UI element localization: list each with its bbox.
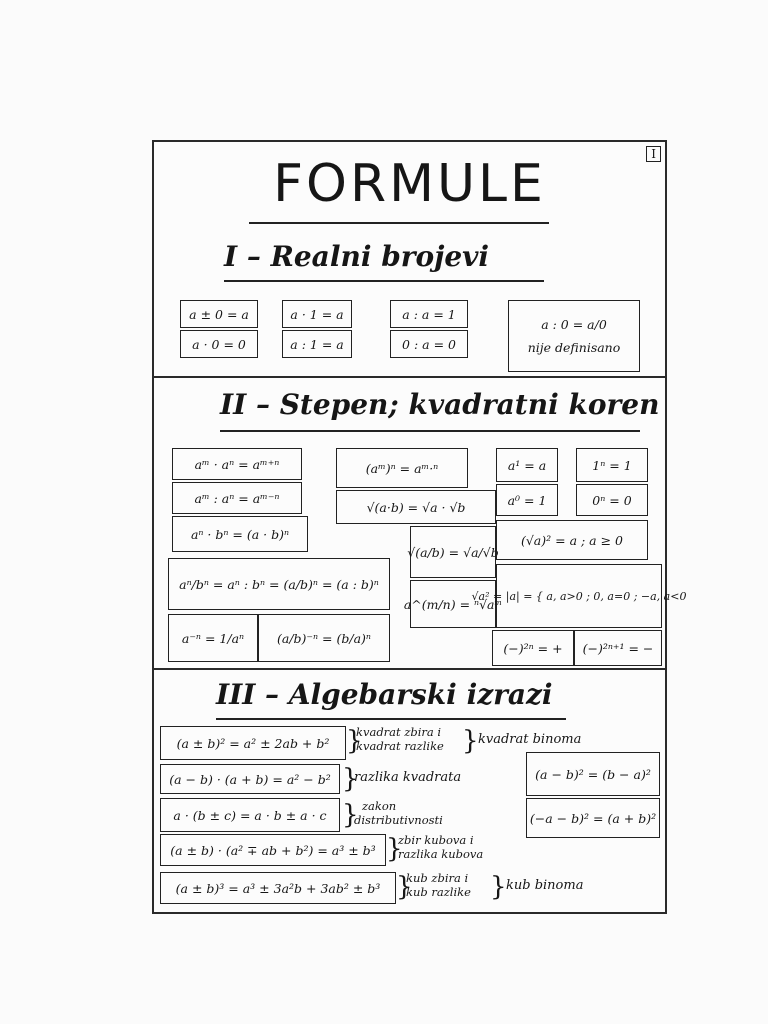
note-text: zbir kubova i [398, 833, 474, 847]
formula-box: (a ± b) · (a² ∓ ab + b²) = a³ ± b³ [160, 834, 386, 866]
section-1-heading: I – Realni brojevi [224, 240, 490, 273]
formula-box: a⁻ⁿ = 1/aⁿ [168, 614, 258, 662]
formula-box: (a − b)² = (b − a)² [526, 752, 660, 796]
formula-box: a · (b ± c) = a · b ± a · c [160, 798, 340, 832]
note-text: distributivnosti [354, 813, 443, 827]
formula-box: a · 1 = a [282, 300, 352, 328]
section-3-underline [216, 718, 566, 720]
formula-box: √a² = |a| = { a, a>0 ; 0, a=0 ; −a, a<0 [496, 564, 662, 628]
section-divider [154, 668, 665, 670]
page-number: I [646, 146, 661, 162]
division-by-zero-box [508, 300, 640, 372]
note-text: kvadrat zbira i [356, 725, 442, 739]
formula-text: a : 0 = a/0 [541, 317, 607, 332]
brace-icon: } [342, 764, 359, 794]
formula-box: √(a/b) = √a/√b [410, 526, 496, 578]
note-text: kub binoma [506, 878, 584, 893]
title-underline [249, 222, 549, 224]
formula-box: a : a = 1 [390, 300, 468, 328]
note-text: razlika kvadrata [354, 770, 462, 785]
formula-box: a : 1 = a [282, 330, 352, 358]
formula-box: (a ± b)³ = a³ ± 3a²b + 3ab² ± b³ [160, 872, 396, 904]
formula-box: √(a·b) = √a · √b [336, 490, 496, 524]
formula-box: a⁰ = 1 [496, 484, 558, 516]
brace-icon: } [490, 872, 507, 902]
section-1-underline [224, 280, 544, 282]
formula-box: aⁿ/bⁿ = aⁿ : bⁿ = (a/b)ⁿ = (a : b)ⁿ [168, 558, 390, 610]
formula-box: (a ± b)² = a² ± 2ab + b² [160, 726, 346, 760]
note-text: kub razlike [406, 885, 471, 899]
section-2-heading: II – Stepen; kvadratni koren [220, 388, 660, 421]
section-2-underline [220, 430, 640, 432]
formula-box: (a − b) · (a + b) = a² − b² [160, 764, 340, 794]
formula-box: (aᵐ)ⁿ = aᵐ·ⁿ [336, 448, 468, 488]
section-divider [154, 376, 665, 378]
formula-box: 0ⁿ = 0 [576, 484, 648, 516]
brace-icon: } [342, 800, 359, 830]
formula-box: a ± 0 = a [180, 300, 258, 328]
note-text: kvadrat razlike [356, 739, 444, 753]
brace-icon: } [386, 834, 403, 864]
formula-box: (−a − b)² = (a + b)² [526, 798, 660, 838]
formula-box: (−)²ⁿ = + [492, 630, 574, 666]
formula-box: (√a)² = a ; a ≥ 0 [496, 520, 648, 560]
note-text: razlika kubova [398, 847, 484, 861]
formula-box: 0 : a = 0 [390, 330, 468, 358]
note-text: kub zbira i [406, 871, 469, 885]
formula-box: a¹ = a [496, 448, 558, 482]
formula-box: aᵐ · aⁿ = aᵐ⁺ⁿ [172, 448, 302, 480]
brace-icon: } [462, 726, 479, 756]
page-title: FORMULE [273, 154, 546, 214]
formula-box: a^(m/n) = ⁿ√aᵐ [410, 580, 496, 628]
brace-icon: } [346, 726, 363, 756]
formula-box: a · 0 = 0 [180, 330, 258, 358]
brace-icon: } [396, 872, 413, 902]
note-text: zakon [362, 799, 397, 813]
note-text: nije definisano [527, 340, 621, 355]
formula-box: 1ⁿ = 1 [576, 448, 648, 482]
formula-box: aᵐ : aⁿ = aᵐ⁻ⁿ [172, 482, 302, 514]
formula-sheet [152, 140, 687, 914]
note-text: kvadrat binoma [478, 732, 582, 747]
section-3-heading: III – Algebarski izrazi [216, 678, 553, 711]
formula-box: (a/b)⁻ⁿ = (b/a)ⁿ [258, 614, 390, 662]
formula-box: aⁿ · bⁿ = (a · b)ⁿ [172, 516, 308, 552]
formula-box: (−)²ⁿ⁺¹ = − [574, 630, 662, 666]
